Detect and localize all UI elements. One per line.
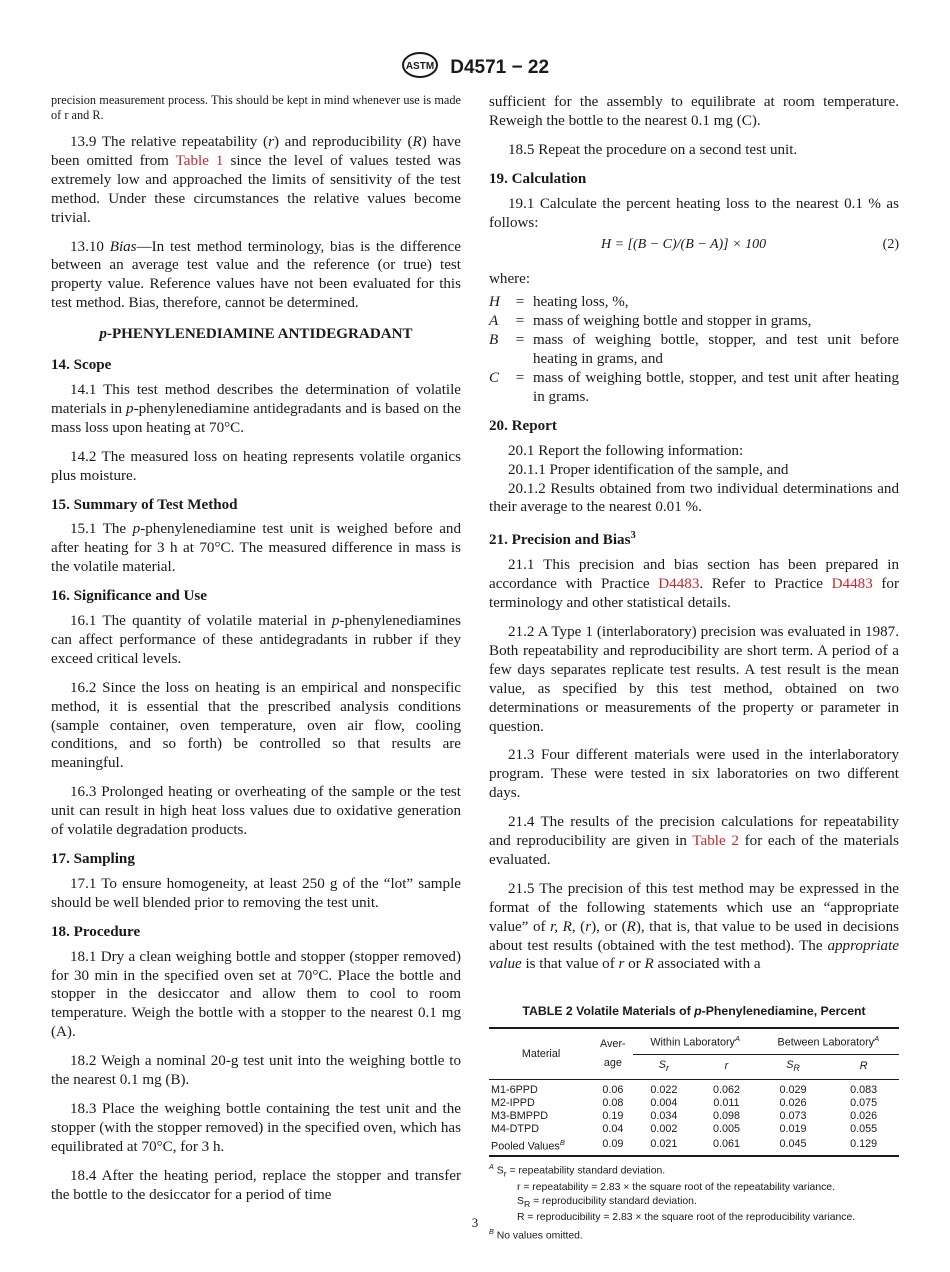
table-note: $^B$ No values omitted. bbox=[489, 1226, 583, 1242]
column-header: $S_r$ bbox=[633, 1054, 696, 1079]
definition-item: H = heating loss, %, bbox=[489, 294, 629, 311]
page-header bbox=[0, 52, 950, 84]
paragraph-13-9: 13.9 The relative repeatability (r) and reproducibility (R) have been omitted from Table 1 since the level of values tested was extremely low and approached the limits of sensitivity of the test method. Under these circumstances the relative values become trivial. bbox=[51, 134, 461, 226]
paragraph-21-1: 21.1 This precision and bias section has been prepared in accordance with Practice D4483. Refer to Practice D4483 for terminology and other statistical details. bbox=[489, 557, 900, 612]
paragraph-16-1: 16.1 The quantity of volatile material in p-phenylenediamines can affect performance of these antidegradants in rubber if they exceed critical levels. bbox=[51, 613, 461, 667]
section-21-title: 21. Precision and Bias$^3$ bbox=[489, 530, 636, 549]
paragraph-18-2: 18.2 Weigh a nominal 20-g test unit into the weighing bottle to the nearest 0.1 mg (B). bbox=[51, 1053, 461, 1089]
paragraph-13-10: 13.10 Bias—In test method terminology, bias is the difference between an average test value and the reference (or true) test property value. Reference values have not been evaluated for this test method. Bias, therefore, cannot be determined. bbox=[51, 238, 461, 312]
part-heading: p-PHENYLENEDIAMINE ANTIDEGRADANT bbox=[99, 326, 413, 343]
paragraph-18-4: 18.4 After the heating period, replace the stopper and transfer the bottle to the desiccator for a period of time bbox=[51, 1167, 461, 1203]
paragraph-20-1-2: 20.1.2 Results obtained from two individual determinations and their average to the nearest 0.01 %. bbox=[489, 480, 899, 516]
equation-formula: H = [(B − C)/(B − A)] × 100 bbox=[601, 237, 767, 253]
column-header: Material bbox=[489, 1028, 593, 1079]
where-label: where: bbox=[489, 271, 531, 288]
table-1-link[interactable]: Table 1 bbox=[175, 152, 224, 169]
column-group-header: Between Laboratory$^A$ bbox=[758, 1028, 899, 1054]
paragraph-21-2: 21.2 A Type 1 (interlaboratory) precision was evaluated in 1987. Both repeatability and reproducibility are short term. A period of a few days separates replicate test results. A test result is the mean value, as specified by this test method, obtained on two determinations or measurements of the property or parameter in question. bbox=[489, 623, 899, 735]
svg-text:ASTM: ASTM bbox=[405, 61, 435, 72]
section-17-title: 17. Sampling bbox=[51, 851, 135, 867]
left-column bbox=[51, 93, 461, 1215]
section-15-title: 15. Summary of Test Method bbox=[51, 496, 238, 513]
d4483-link[interactable]: D4483 bbox=[658, 576, 700, 593]
paragraph-17-1: 17.1 To ensure homogeneity, at least 250 g of the “lot” sample should be well blended prior to removing the test unit. bbox=[51, 875, 461, 911]
table-2-title: TABLE 2 Volatile Materials of p-Phenylenediamine, Percent bbox=[522, 1004, 866, 1019]
table-2-link[interactable]: Table 2 bbox=[692, 833, 739, 850]
paragraph-16-3: 16.3 Prolonged heating or overheating of the sample or the test unit can result in high heat loss values due to oxidative generation of volatile degradation products. bbox=[51, 784, 461, 839]
table-note: $S_R$ = reproducibility standard deviation. bbox=[517, 1195, 697, 1209]
d4483-link[interactable]: D4483 bbox=[831, 576, 873, 593]
paragraph-20-1: 20.1 Report the following information: bbox=[508, 442, 744, 459]
right-column bbox=[489, 93, 899, 1243]
section-19-title: 19. Calculation bbox=[489, 170, 587, 187]
equation-number: (2) bbox=[882, 237, 899, 253]
continued-paragraph-18-4: sufficient for the assembly to equilibrate at room temperature. Reweigh the bottle to the nearest 0.1 mg (C). bbox=[489, 94, 899, 129]
table-row: M2-IPPD 0.08 0.004 0.011 0.026 0.075 bbox=[491, 1096, 878, 1109]
paragraph-19-1: 19.1 Calculate the percent heating loss to the nearest 0.1 % as follows: bbox=[489, 195, 899, 231]
column-header: R bbox=[828, 1054, 899, 1079]
paragraph-18-3: 18.3 Place the weighing bottle containing the test unit and the stopper (with the stopper removed) in the specified oven, which has equilibrated at 70°C, for 3 h. bbox=[51, 1100, 461, 1155]
footnote-ref: 3 bbox=[630, 530, 636, 542]
table-row: M3-BMPPD 0.19 0.034 0.098 0.073 0.026 bbox=[491, 1109, 878, 1122]
paragraph-16-2: 16.2 Since the loss on heating is an empirical and nonspecific method, it is essential that the prescribed analysis conditions (sample container, oven temperature, oven air flow, cooling conditions, and so forth) be controlled so that results are meaningful. bbox=[51, 679, 461, 772]
paragraph-15-1: 15.1 The p-phenylenediamine test unit is weighed before and after heating for 3 h at 70°C. The measured difference in mass is the volatile material. bbox=[51, 521, 461, 576]
paragraph-21-3: 21.3 Four different materials were used in the interlaboratory program. These were tested in six laboratories on two different days. bbox=[489, 747, 899, 802]
table-note: r = repeatability = 2.83 × the square root of the repeatability variance. bbox=[517, 1182, 835, 1194]
table-row: M4-DTPD 0.04 0.002 0.005 0.019 0.055 bbox=[491, 1122, 878, 1135]
paragraph-18-1: 18.1 Dry a clean weighing bottle and stopper (stopper removed) for 30 min in the specified oven set at 70°C. Place the bottle and stopper in the desiccator and allow them to cool to room temperature. Weigh the bottle with a stopper to the nearest 0.1 mg (A). bbox=[51, 948, 461, 1041]
section-16-title: 16. Significance and Use bbox=[51, 588, 207, 605]
definition-item: A = mass of weighing bottle and stopper in grams, bbox=[489, 313, 812, 330]
paragraph-21-5: 21.5 The precision of this test method may be expressed in the format of the following statements which use an “appropriate value” of r, R, (r), or (R), that is, that value to be used in decisions about test results (obtained with the test method). The appropriate value is that value of r or R associated with a bbox=[489, 880, 900, 973]
definition-item: C = mass of weighing bottle, stopper, and test unit after heating in grams. bbox=[489, 369, 899, 405]
document-number: D4571 − 22 bbox=[450, 57, 550, 78]
column-header: Aver- age bbox=[593, 1028, 633, 1079]
page-number: 3 bbox=[471, 1215, 479, 1230]
table-note: $^A$ $S_r$ = repeatability standard deviation. bbox=[489, 1162, 666, 1179]
table-row: Pooled Values$^B$ 0.09 0.021 0.061 0.045 0.129 bbox=[489, 1136, 899, 1157]
astm-logo-icon bbox=[401, 52, 439, 84]
definition-item: B = mass of weighing bottle, stopper, and test unit before heating in grams, and bbox=[489, 332, 899, 368]
continued-paragraph: precision measurement process. This should be kept in mind whenever use is made of r and R. bbox=[51, 93, 461, 122]
table-2 bbox=[489, 1027, 899, 1157]
paragraph-14-1: 14.1 This test method describes the determination of volatile materials in p-phenylenediamine antidegradants and is based on the mass loss upon heating at 70°C. bbox=[51, 381, 461, 436]
paragraph-18-5: 18.5 Repeat the procedure on a second test unit. bbox=[508, 141, 798, 158]
section-18-title: 18. Procedure bbox=[51, 923, 141, 940]
table-row: M1-6PPD 0.06 0.022 0.062 0.029 0.083 bbox=[491, 1083, 878, 1096]
column-header: r bbox=[695, 1054, 758, 1079]
column-header: $S_R$ bbox=[758, 1054, 829, 1079]
paragraph-20-1-1: 20.1.1 Proper identification of the sample, and bbox=[508, 461, 789, 478]
definitions-list bbox=[489, 293, 899, 406]
paragraph-21-4: 21.4 The results of the precision calculations for repeatability and reproducibility are given in Table 2 for each of the materials evaluated. bbox=[489, 814, 899, 868]
section-14-title: 14. Scope bbox=[51, 357, 112, 374]
table-note: R = reproducibility = 2.83 × the square root of the reproducibility variance. bbox=[517, 1212, 856, 1224]
section-20-title: 20. Report bbox=[489, 417, 557, 434]
column-group-header: Within Laboratory$^A$ bbox=[633, 1028, 758, 1054]
paragraph-14-2: 14.2 The measured loss on heating represents volatile organics plus moisture. bbox=[51, 448, 461, 484]
equation-2 bbox=[489, 236, 899, 260]
